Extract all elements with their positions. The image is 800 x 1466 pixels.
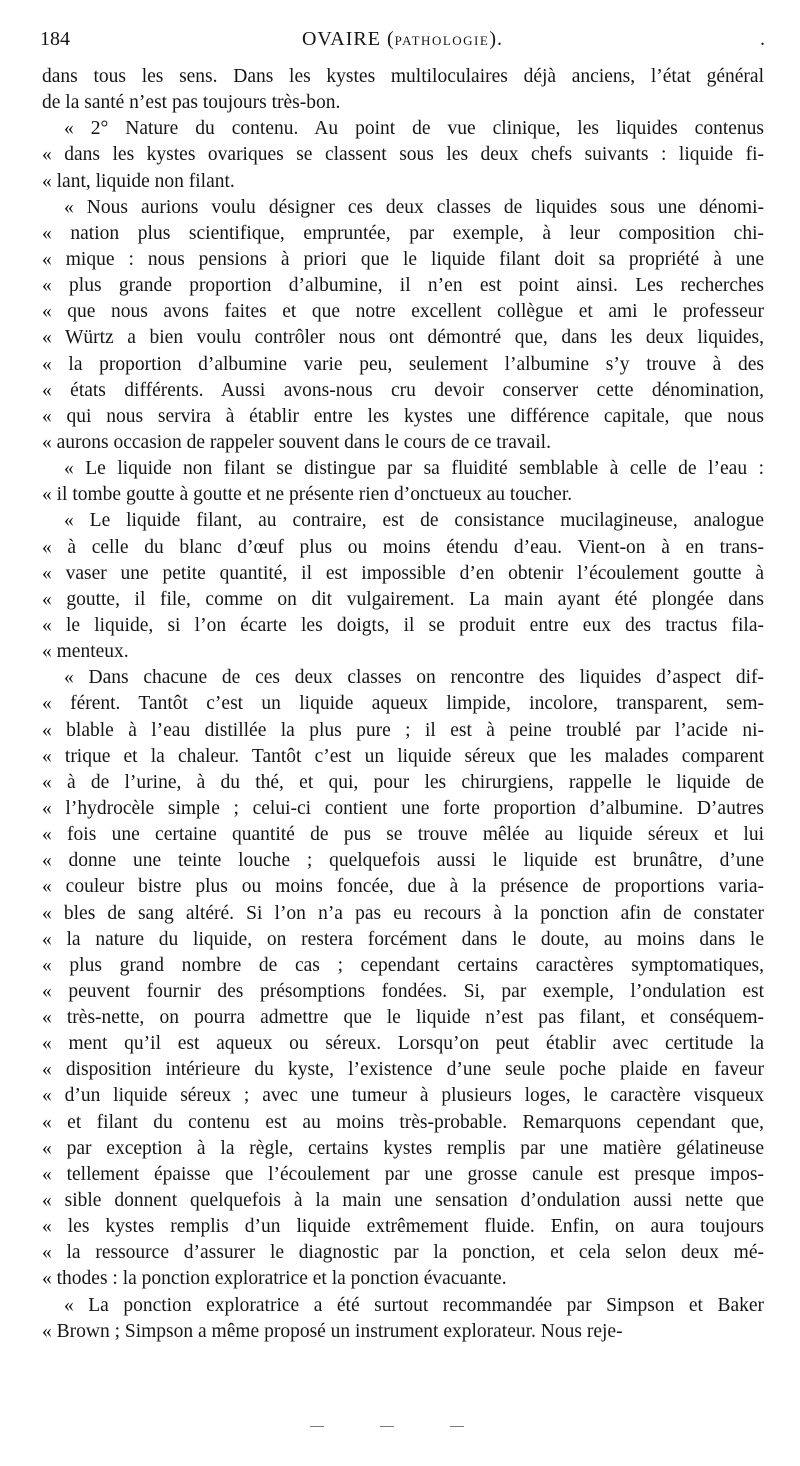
text-line: « blable à l’eau distillée la plus pure ; il est à peine troublé par l’acide ni-: [42, 719, 764, 741]
text-line: « vaser une petite quantité, il est impossible d’en obtenir l’écoulement goutte à: [42, 562, 764, 584]
text-line: « lant, liquide non filant.: [42, 170, 235, 192]
text-line: « l’hydrocèle simple ; celui-ci contient une forte proportion d’albumine. D’autres: [42, 797, 764, 819]
text-line: « dans les kystes ovariques se classent sous les deux chefs suivants : liquide fi-: [42, 144, 764, 166]
bottom-mark: [450, 1426, 464, 1427]
text-line: « Brown ; Simpson a même proposé un instrument explorateur. Nous reje-: [42, 1320, 623, 1342]
bottom-mark: [380, 1426, 394, 1427]
text-line: « à celle du blanc d’œuf plus ou moins étendu d’eau. Vient-on à en trans-: [42, 536, 764, 558]
text-line: « menteux.: [42, 641, 129, 663]
body-text: [42, 64, 764, 1345]
text-line: « très-nette, on pourra admettre que le liquide n’est pas filant, et conséquem-: [42, 1007, 764, 1029]
text-line: « la ressource d’assurer le diagnostic par la ponction, et cela selon deux mé-: [42, 1242, 764, 1264]
bottom-mark: [310, 1426, 324, 1427]
text-line: « Nous aurions voulu désigner ces deux classes de liquides sous une dénomi-: [64, 196, 764, 218]
text-line: « donne une teinte louche ; quelquefois aussi le liquide est brunâtre, d’une: [42, 850, 764, 872]
running-title-subject: PATHOLOGIE: [394, 33, 490, 48]
text-line: « férent. Tantôt c’est un liquide aqueux limpide, incolore, transparent, sem-: [42, 693, 764, 715]
text-line: « le liquide, si l’on écarte les doigts, il se produit entre eux des tractus fila-: [42, 614, 764, 636]
page-number: 184: [40, 28, 70, 50]
running-title-main: OVAIRE (: [301, 28, 395, 50]
text-line: « états différents. Aussi avons-nous cru devoir conserver cette dénomination,: [42, 379, 764, 401]
text-line: « peuvent fournir des présomptions fondées. Si, par exemple, l’ondulation est: [42, 980, 764, 1002]
text-line: « la nature du liquide, on restera forcément dans le doute, au moins dans le: [42, 928, 764, 950]
text-line: « ment qu’il est aqueux ou séreux. Lorsqu’on peut établir avec certitude la: [42, 1033, 764, 1055]
text-line: « Le liquide non filant se distingue par sa fluidité semblable à celle de l’eau :: [64, 458, 764, 480]
text-line: « 2° Nature du contenu. Au point de vue clinique, les liquides contenus: [64, 118, 764, 140]
text-line: « tellement épaisse que l’écoulement par une grosse canule est presque impos-: [42, 1163, 764, 1185]
text-line: « Dans chacune de ces deux classes on rencontre des liquides d’aspect dif-: [64, 667, 764, 689]
text-line: « goutte, il file, comme on dit vulgairement. La main ayant été plongée dans: [42, 588, 764, 610]
text-line: « plus grand nombre de cas ; cependant certains caractères symptomatiques,: [42, 954, 764, 976]
text-line: dans tous les sens. Dans les kystes multiloculaires déjà anciens, l’état général: [42, 66, 764, 87]
text-line: « la proportion d’albumine varie peu, seulement l’albumine s’y trouve à des: [42, 353, 764, 375]
text-line: « les kystes remplis d’un liquide extrêmement fluide. Enfin, on aura toujours: [42, 1216, 764, 1238]
text-line: « disposition intérieure du kyste, l’existence d’une seule poche plaide en faveur: [42, 1059, 764, 1081]
text-line: « Le liquide filant, au contraire, est de consistance mucilagineuse, analogue: [64, 510, 764, 532]
running-title-end: ).: [489, 28, 503, 50]
text-line: « à de l’urine, à du thé, et qui, pour les chirurgiens, rappelle le liquide de: [42, 771, 764, 793]
text-line: « sible donnent quelquefois à la main une sensation d’ondulation aussi nette que: [42, 1190, 764, 1212]
text-line: « fois une certaine quantité de pus se trouve mêlée au liquide séreux et lui: [42, 824, 764, 846]
text-line: « il tombe goutte à goutte et ne présente rien d’onctueux au toucher.: [42, 484, 573, 506]
running-header: [40, 28, 765, 58]
text-line: « nation plus scientifique, empruntée, par exemple, à leur composition chi-: [42, 222, 764, 244]
text-line: « couleur bistre plus ou moins foncée, due à la présence de proportions varia-: [42, 876, 764, 898]
text-line: « mique : nous pensions à priori que le liquide filant doit sa propriété à une: [42, 248, 764, 270]
text-line: « Würtz a bien voulu contrôler nous ont démontré que, dans les deux liquides,: [42, 327, 764, 349]
header-dot: .: [760, 28, 765, 50]
text-line: « thodes : la ponction exploratrice et la ponction évacuante.: [42, 1268, 507, 1290]
text-line: « par exception à la règle, certains kystes remplis par une matière gélatineuse: [42, 1137, 764, 1159]
text-line: de la santé n’est pas toujours très-bon.: [42, 92, 341, 114]
text-line: « qui nous servira à établir entre les kystes une différence capitale, que nous: [42, 405, 764, 427]
text-line: « trique et la chaleur. Tantôt c’est un liquide séreux que les malades comparent: [42, 745, 764, 767]
text-line: « que nous avons faites et que notre excellent collègue et ami le professeur: [42, 301, 764, 323]
text-line: « La ponction exploratrice a été surtout recommandée par Simpson et Baker: [64, 1294, 764, 1316]
running-title: [40, 28, 765, 51]
text-line: « aurons occasion de rappeler souvent dans le cours de ce travail.: [42, 431, 551, 453]
text-line: « d’un liquide séreux ; avec une tumeur à plusieurs loges, le caractère visqueux: [42, 1085, 764, 1107]
bottom-marks: [300, 1426, 500, 1436]
text-line: « et filant du contenu est au moins très-probable. Remarquons cependant que,: [42, 1111, 764, 1133]
text-line: « plus grande proportion d’albumine, il n’en est point ainsi. Les recherches: [42, 275, 764, 297]
text-line: « bles de sang altéré. Si l’on n’a pas eu recours à la ponction afin de constater: [42, 902, 764, 924]
